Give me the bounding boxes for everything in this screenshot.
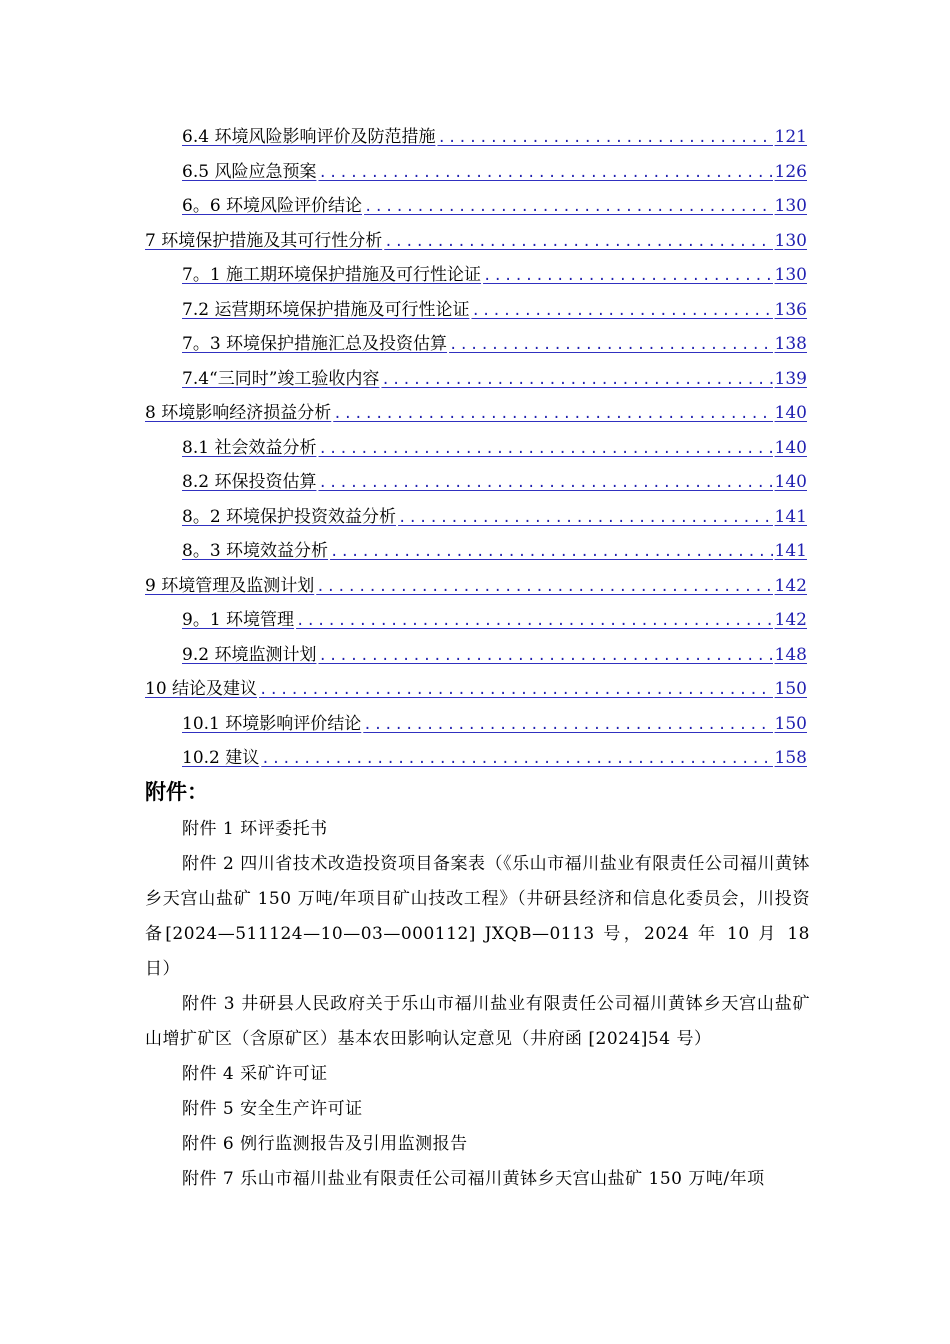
- attachment-item: 附件 3 井研县人民政府关于乐山市福川盐业有限责任公司福川黄钵乡天宫山盐矿山增扩矿区（含原矿区）基本农田影响认定意见（井府函 [2024]54 号）: [145, 994, 810, 1049]
- toc-page-number: 141: [774, 506, 807, 527]
- attachment-item: 附件 2 四川省技术改造投资项目备案表（《乐山市福川盐业有限责任公司福川黄钵乡天宫山盐矿 150 万吨/年项目矿山技改工程》（井研县经济和信息化委员会，川投资备[2024—511124—10—03—000112] JXQB—0113 号，2024 年 10 月 18 日）: [145, 854, 810, 979]
- toc-page-number: 150: [774, 679, 807, 699]
- toc-entry-link[interactable]: [145, 707, 807, 742]
- toc-entry-label: 10.2 建议: [182, 748, 260, 768]
- toc-entry-link[interactable]: [145, 396, 807, 431]
- toc-dot-leader: [316, 570, 772, 605]
- toc-entry-label: 7。3 环境保护措施汇总及投资估算: [182, 334, 448, 354]
- toc-dot-leader: [471, 294, 772, 329]
- toc-page-number: 126: [774, 161, 807, 182]
- attachment-item: 附件 1 环评委托书: [182, 819, 328, 839]
- toc-dot-leader: [330, 535, 773, 570]
- table-of-contents: [145, 120, 807, 776]
- toc-entry-link[interactable]: [145, 431, 807, 466]
- attachment-item: 附件 4 采矿许可证: [182, 1064, 328, 1084]
- toc-entry-label: 9。1 环境管理: [182, 610, 295, 630]
- toc-entry-link[interactable]: [145, 465, 807, 500]
- toc-entry-link[interactable]: [145, 224, 807, 259]
- toc-dot-leader: [333, 397, 772, 432]
- toc-dot-leader: [364, 190, 773, 225]
- toc-entry-label: 8 环境影响经济损益分析: [145, 403, 332, 423]
- toc-entry-link[interactable]: [145, 155, 807, 190]
- toc-page-number: 130: [774, 265, 807, 285]
- toc-entry-label: 8。2 环境保护投资效益分析: [182, 506, 397, 527]
- toc-page-number: 140: [774, 472, 807, 492]
- toc-entry-link[interactable]: [145, 741, 807, 776]
- toc-dot-leader: [449, 328, 773, 363]
- toc-entry-label: 10.1 环境影响评价结论: [182, 713, 362, 734]
- toc-page-number: 141: [774, 541, 807, 561]
- toc-dot-leader: [261, 742, 772, 777]
- toc-dot-leader: [363, 708, 772, 743]
- toc-page-number: 140: [774, 403, 807, 423]
- toc-entry-label: 10 结论及建议: [145, 679, 258, 699]
- attachments-heading: 附件：: [145, 780, 208, 804]
- toc-page-number: 121: [774, 127, 807, 147]
- attachment-item: 附件 7 乐山市福川盐业有限责任公司福川黄钵乡天宫山盐矿 150 万吨/年项: [182, 1169, 765, 1189]
- attachment-item: 附件 5 安全生产许可证: [182, 1099, 363, 1119]
- toc-entry-label: 8.1 社会效益分析: [182, 437, 317, 458]
- toc-entry-link[interactable]: [145, 603, 807, 638]
- toc-dot-leader: [318, 639, 772, 674]
- toc-entry-label: 7。1 施工期环境保护措施及可行性论证: [182, 265, 482, 285]
- toc-page-number: 136: [774, 299, 807, 320]
- toc-page-number: 130: [774, 230, 807, 251]
- toc-entry-label: 8.2 环保投资估算: [182, 472, 317, 492]
- toc-dot-leader: [318, 466, 772, 501]
- toc-entry-link[interactable]: [145, 120, 807, 155]
- toc-page-number: 140: [774, 437, 807, 458]
- toc-dot-leader: [381, 363, 772, 398]
- toc-dot-leader: [318, 432, 772, 467]
- toc-dot-leader: [296, 604, 773, 639]
- toc-entry-link[interactable]: [145, 189, 807, 224]
- toc-dot-leader: [483, 259, 773, 294]
- toc-page-number: 138: [774, 334, 807, 354]
- toc-dot-leader: [259, 673, 773, 708]
- toc-entry-label: 6.4 环境风险影响评价及防范措施: [182, 127, 436, 147]
- toc-page-number: 158: [774, 748, 807, 768]
- toc-entry-label: 7.2 运营期环境保护措施及可行性论证: [182, 299, 470, 320]
- toc-entry-label: 9 环境管理及监测计划: [145, 575, 315, 596]
- toc-entry-label: 7 环境保护措施及其可行性分析: [145, 230, 383, 251]
- toc-entry-link[interactable]: [145, 569, 807, 604]
- toc-entry-link[interactable]: [145, 362, 807, 397]
- toc-page-number: 139: [774, 368, 807, 389]
- toc-entry-label: 6。6 环境风险评价结论: [182, 196, 363, 216]
- toc-dot-leader: [398, 501, 773, 536]
- toc-entry-label: 7.4“三同时”竣工验收内容: [182, 368, 380, 389]
- toc-page-number: 148: [774, 644, 807, 665]
- toc-entry-link[interactable]: [145, 672, 807, 707]
- toc-entry-label: 9.2 环境监测计划: [182, 644, 317, 665]
- toc-entry-label: 6.5 风险应急预案: [182, 161, 317, 182]
- toc-page-number: 150: [774, 713, 807, 734]
- toc-page-number: 142: [774, 610, 807, 630]
- toc-entry-link[interactable]: [145, 500, 807, 535]
- toc-dot-leader: [318, 156, 772, 191]
- toc-dot-leader: [437, 121, 772, 156]
- toc-page-number: 130: [774, 196, 807, 216]
- toc-entry-link[interactable]: [145, 258, 807, 293]
- attachment-item: 附件 6 例行监测报告及引用监测报告: [182, 1134, 468, 1154]
- toc-dot-leader: [384, 225, 772, 260]
- toc-page-number: 142: [774, 575, 807, 596]
- toc-entry-link[interactable]: [145, 327, 807, 362]
- toc-entry-label: 8。3 环境效益分析: [182, 541, 329, 561]
- toc-entry-link[interactable]: [145, 293, 807, 328]
- toc-entry-link[interactable]: [145, 638, 807, 673]
- toc-entry-link[interactable]: [145, 534, 807, 569]
- attachments-list: [145, 812, 810, 1197]
